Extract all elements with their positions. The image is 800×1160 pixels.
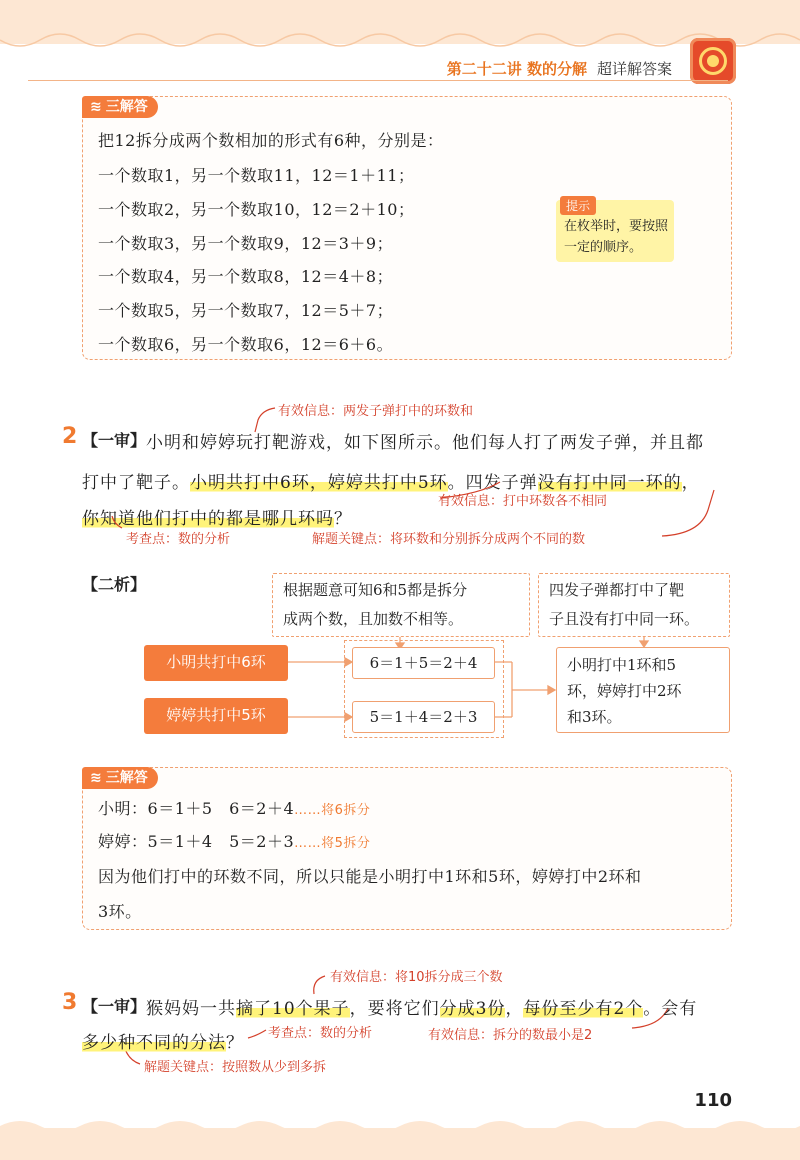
page-number: 110 <box>694 1090 732 1111</box>
note-effective-info-2: 有效信息：打中环数各不相同 <box>438 494 608 509</box>
answer2-conclusion-line1: 因为他们打中的环数不同，所以只能是小明打中1环和5环，婷婷打中2环和 <box>98 867 642 886</box>
analysis-note-box-2: 四发子弹都打中了靶 子且没有打中同一环。 <box>538 573 730 637</box>
answer2-conclusion-line2: 3环。 <box>98 902 142 921</box>
note-effective-info-4: 有效信息：拆分的数最小是2 <box>428 1028 593 1043</box>
lecture-title: 第二十二讲 数的分解 <box>446 60 587 78</box>
result-box: 小明打中1环和5 环，婷婷打中2环 和3环。 <box>556 647 730 733</box>
answer1-line: 一个数取2，另一个数取10，12＝2＋10； <box>98 200 415 219</box>
equation-6: 6＝1＋5＝2＋4 <box>352 647 495 679</box>
answer2-xiaoming-line: 小明：6＝1＋5 6＝2＋4……将6拆分 <box>98 799 371 818</box>
note-examination-point: 考查点：数的分析 <box>126 532 231 547</box>
review-tag: 【一审】 <box>82 431 147 450</box>
answer2-tingting-line: 婷婷：5＝1＋4 5＝2＋3……将5拆分 <box>98 832 371 851</box>
tingting-total-box: 婷婷共打中5环 <box>144 698 288 734</box>
highlight-question: 多少种不同的分法 <box>82 1033 226 1053</box>
question-number: 2 <box>62 424 78 449</box>
tip-text: 在枚举时，要按照一定的顺序。 <box>564 219 669 255</box>
highlight-key-info: 分成3份 <box>439 999 506 1019</box>
question2-line2: 打中了靶子。小明共打中6环，婷婷共打中5环。四发子弹没有打中同一环的， <box>82 473 700 493</box>
review-tag: 【一审】 <box>82 997 147 1016</box>
bottom-decorative-band <box>0 1128 800 1160</box>
book-name: 超详解答案 <box>596 60 672 78</box>
question3-line1: 猴妈妈一共摘了10个果子，要将它们分成3份，每份至少有2个。会有 <box>146 999 698 1019</box>
question-number: 3 <box>62 990 78 1015</box>
note-effective-info-1: 有效信息：两发子弹打中的环数和 <box>278 404 474 419</box>
note-key-point: 解题关键点：按照数从少到多拆 <box>144 1060 327 1075</box>
highlight-question: 你知道他们打中的都是哪几环吗 <box>82 509 334 529</box>
highlight-key-info: 摘了10个果子 <box>236 999 350 1019</box>
highlight-key-info: 小明共打中6环，婷婷共打中5环 <box>190 473 448 493</box>
answer-tag-1: ≋ 三解答 <box>82 96 158 118</box>
answer1-line: 一个数取1，另一个数取11，12＝1＋11； <box>98 166 415 185</box>
tip-label: 提示 <box>560 196 596 215</box>
question3-line2: 多少种不同的分法？ <box>82 1033 244 1053</box>
question2-line3: 你知道他们打中的都是哪几环吗？ <box>82 509 352 529</box>
xiaoming-total-box: 小明共打中6环 <box>144 645 288 681</box>
wave-icon: ≋ <box>90 770 102 786</box>
wave-icon: ≋ <box>90 99 102 115</box>
highlight-key-info: 没有打中同一环的 <box>537 473 682 493</box>
analysis-tag: 【二析】 <box>82 575 147 594</box>
highlight-key-info: 每份至少有2个 <box>523 999 644 1019</box>
answer1-line: 一个数取4，另一个数取8，12＝4＋8； <box>98 267 394 286</box>
analysis-note-box-1: 根据题意可知6和5都是拆分 成两个数，且加数不相等。 <box>272 573 530 637</box>
note-key-point: 解题关键点：将环数和分别拆分成两个不同的数 <box>312 532 586 547</box>
answer1-line: 一个数取5，另一个数取7，12＝5＋7； <box>98 301 394 320</box>
answer1-line: 把12拆分成两个数相加的形式有6种，分别是： <box>98 131 444 150</box>
note-examination-point: 考查点：数的分析 <box>268 1026 373 1041</box>
note-effective-info-3: 有效信息：将10拆分成三个数 <box>330 970 503 985</box>
answer-tag-2: ≋ 三解答 <box>82 767 158 789</box>
answer1-line: 一个数取6，另一个数取6，12＝6＋6。 <box>98 335 394 354</box>
answer1-line: 一个数取3，另一个数取9，12＝3＋9； <box>98 234 394 253</box>
equation-5: 5＝1＋4＝2＋3 <box>352 701 495 733</box>
question2-line1: 小明和婷婷玩打靶游戏，如下图所示。他们每人打了两发子弹，并且都 <box>146 433 704 453</box>
